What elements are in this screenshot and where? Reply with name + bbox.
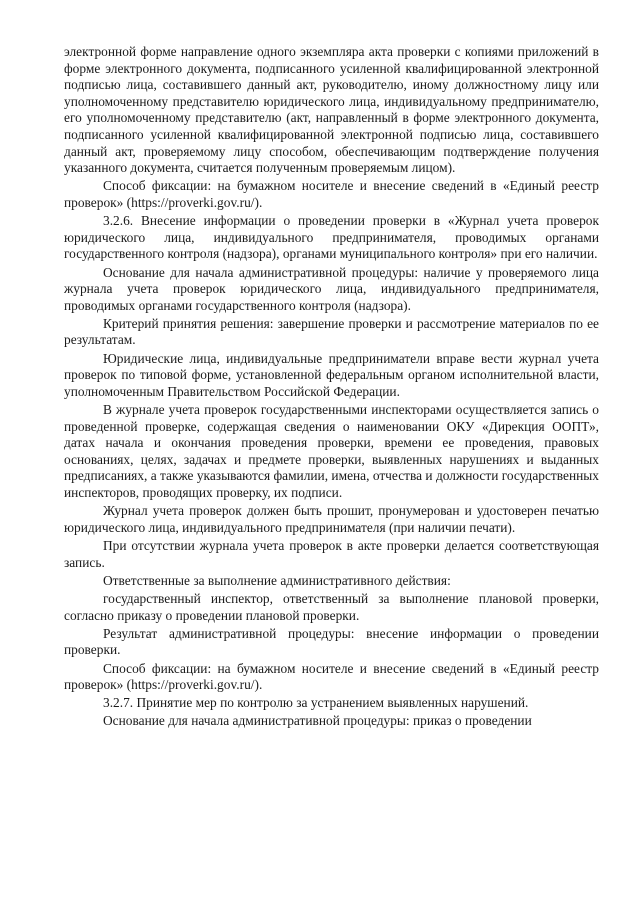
paragraph-procedure-basis: Основание для начала административной процедуры: наличие у проверяемого лица журнала учета проверок юридического лица, индивидуального предпринимателя, проводимых органами государственного контроля (надзора).: [64, 264, 599, 313]
paragraph-act-delivery: электронной форме направление одного экземпляра акта проверки с копиями приложений в форме электронного документа, подписанного усиленной квалифицированной электронной подписью лица, составившего данный акт, руководителю, иному должностному лицу или уполномоченному представителю юридического лица, индивидуальному предпринимателю, его уполномоченному представителю (акт, направленный в форме электронного документа, подписанного усиленной квалифицированной электронной подписью лица, составившего данный акт, проверяемому лицу способом, обеспечивающим подтверждение получения указанного документа, считается полученным проверяемым лицом).: [64, 44, 599, 176]
paragraph-journal-right: Юридические лица, индивидуальные предприниматели вправе вести журнал учета проверок по типовой форме, установленной федеральным органом исполнительной власти, уполномоченным Правительством Российской Федерации.: [64, 350, 599, 399]
document-page: [64, 44, 599, 732]
paragraph-section-3-2-7: 3.2.7. Принятие мер по контролю за устранением выявленных нарушений.: [103, 695, 529, 711]
paragraph-fixation-method-2: Способ фиксации: на бумажном носителе и внесение сведений в «Единый реестр проверок» (https://proverki.gov.ru/).: [64, 660, 599, 693]
paragraph-decision-criterion: Критерий принятия решения: завершение проверки и рассмотрение материалов по ее результатам.: [64, 315, 599, 348]
paragraph-inspector: государственный инспектор, ответственный за выполнение плановой проверки, согласно приказу о проведении плановой проверки.: [64, 590, 599, 623]
paragraph-journal-record: В журнале учета проверок государственными инспекторами осуществляется запись о проведенной проверке, содержащая сведения о наименовании ОКУ «Дирекция ООПТ», датах начала и окончания проведения проверки, времени ее проведения, правовых основаниях, целях, задачах и предмете проверки, выявленных нарушениях и выданных предписаниях, а также указываются фамилии, имена, отчества и должности государственных инспекторов, проводящих проверку, их подписи.: [64, 402, 599, 500]
paragraph-journal-binding: Журнал учета проверок должен быть прошит, пронумерован и удостоверен печатью юридического лица, индивидуального предпринимателя (при наличии печати).: [64, 503, 599, 535]
paragraph-procedure-basis-2: Основание для начала административной процедуры: приказ о проведении: [103, 713, 532, 729]
paragraph-responsible: Ответственные за выполнение административного действия:: [103, 572, 451, 588]
paragraph-fixation-method: Способ фиксации: на бумажном носителе и внесение сведений в «Единый реестр проверок» (https://proverki.gov.ru/).: [64, 178, 599, 210]
paragraph-no-journal: При отсутствии журнала учета проверок в акте проверки делается соответствующая запись.: [64, 537, 599, 570]
paragraph-procedure-result: Результат административной процедуры: внесение информации о проведении проверки.: [64, 625, 599, 658]
paragraph-section-3-2-6: 3.2.6. Внесение информации о проведении проверки в «Журнал учета проверок юридического лица, индивидуального предпринимателя, проводимых органами государственного контроля (надзора), органами муниципального контроля» при его наличии.: [64, 213, 599, 262]
